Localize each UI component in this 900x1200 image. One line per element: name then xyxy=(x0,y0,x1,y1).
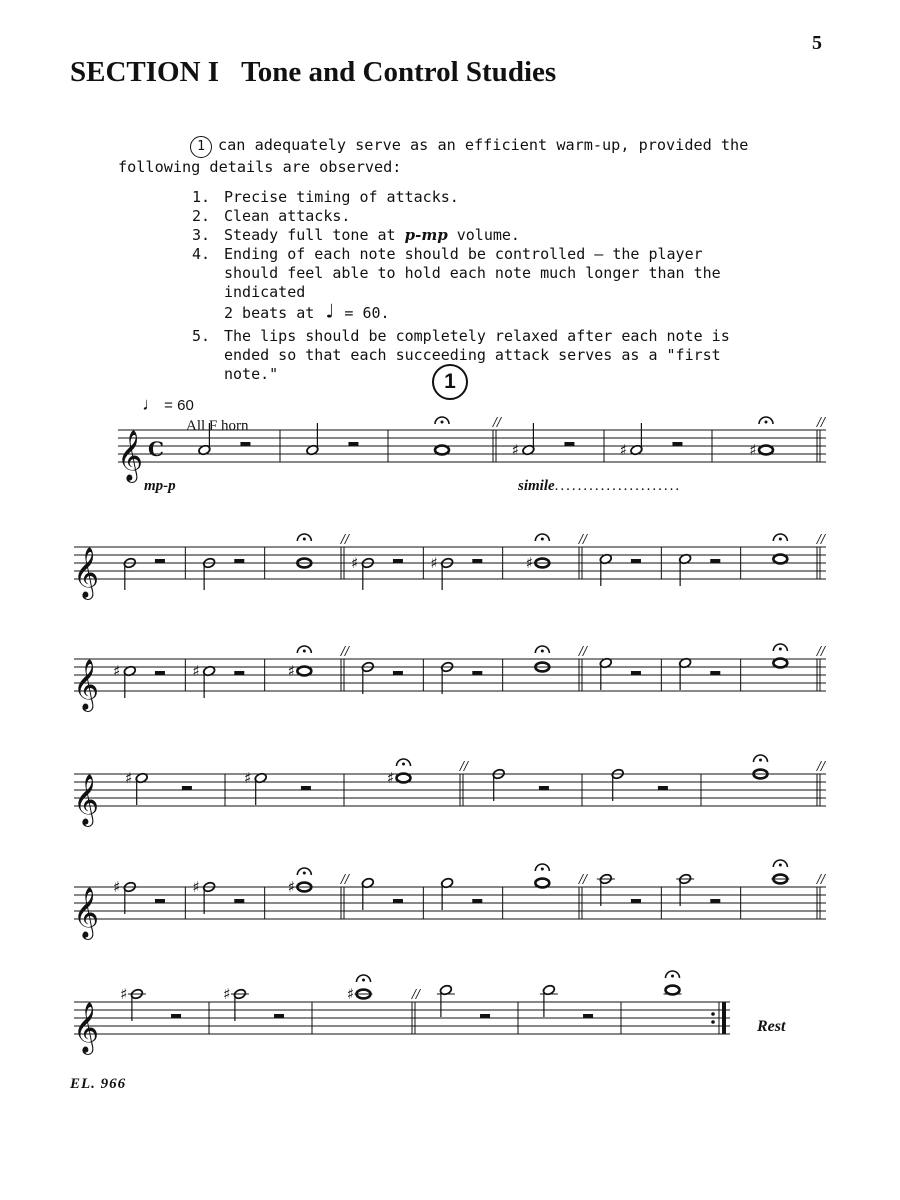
treble-clef-icon: 𝄞 xyxy=(72,547,100,598)
rule-text-post: volume. xyxy=(447,226,520,244)
half-rest xyxy=(472,559,482,563)
whole-note xyxy=(759,446,773,455)
half-rest xyxy=(348,442,358,446)
breath-mark: // xyxy=(459,759,469,773)
rule-number: 1. xyxy=(192,188,211,206)
half-rest xyxy=(234,559,244,563)
half-rest xyxy=(631,559,641,563)
fermata-dot xyxy=(671,975,674,978)
half-rest xyxy=(393,559,403,563)
whole-note xyxy=(297,667,311,676)
final-bar-line xyxy=(722,1002,726,1034)
section-label: SECTION I xyxy=(70,56,220,88)
fermata-dot xyxy=(541,868,544,871)
footer-code: EL. 966 xyxy=(70,1076,127,1092)
music-staff xyxy=(0,645,900,725)
section-title: Tone and Control Studies xyxy=(241,56,557,88)
fermata-dot xyxy=(362,979,365,982)
fermata-dot xyxy=(759,759,762,762)
half-rest xyxy=(240,442,250,446)
half-rest xyxy=(301,786,311,790)
half-rest xyxy=(274,1014,284,1018)
rule-text xyxy=(224,226,752,245)
whole-note xyxy=(773,555,787,564)
sharp-icon: ♯ xyxy=(125,769,133,787)
intro-paragraph xyxy=(118,136,824,177)
fermata-dot xyxy=(779,538,782,541)
sharp-icon: ♯ xyxy=(525,554,533,572)
sharp-icon: ♯ xyxy=(346,985,355,1003)
music-staff xyxy=(0,760,900,840)
half-rest xyxy=(171,1014,181,1018)
half-rest xyxy=(393,899,403,903)
half-rest xyxy=(631,671,641,675)
rest-label: Rest xyxy=(757,1018,786,1035)
sharp-icon: ♯ xyxy=(619,441,628,459)
rule-text-pre: 2 beats at xyxy=(224,304,324,322)
repeat-dot xyxy=(711,1020,715,1024)
half-rest xyxy=(155,559,165,563)
half-rest xyxy=(564,442,574,446)
sharp-icon: ♯ xyxy=(113,878,121,896)
rule-text: The lips should be completely relaxed after each note is ended so that each succeeding attack serves as a "first note." xyxy=(224,327,730,383)
fermata-dot xyxy=(441,421,444,424)
sharp-icon: ♯ xyxy=(223,985,231,1003)
breath-mark: // xyxy=(816,759,826,773)
whole-note xyxy=(535,879,549,888)
quarter-note-icon: ♩ xyxy=(323,299,336,323)
exercise-number-circle: 1 xyxy=(432,364,468,400)
intro-text: can adequately serve as an efficient warm-up, provided the following details are observed: xyxy=(118,136,749,176)
music-staff xyxy=(0,533,900,613)
page-title xyxy=(70,56,556,89)
treble-clef-icon: 𝄞 xyxy=(72,1002,100,1053)
half-rest xyxy=(234,671,244,675)
half-rest xyxy=(658,786,668,790)
fermata-dot xyxy=(303,872,306,875)
half-rest xyxy=(155,671,165,675)
half-rest xyxy=(710,899,720,903)
rule-item xyxy=(192,226,752,245)
rule-text-post: = 60. xyxy=(335,304,390,322)
breath-mark: // xyxy=(340,872,350,886)
rule-text xyxy=(224,245,752,323)
repeat-dot xyxy=(711,1012,715,1016)
breath-mark: // xyxy=(340,532,350,546)
treble-clef-icon: 𝄞 xyxy=(116,430,144,481)
treble-clef-icon: 𝄞 xyxy=(72,774,100,825)
fermata-dot xyxy=(541,650,544,653)
breath-mark: // xyxy=(340,644,350,658)
music-staff xyxy=(0,873,900,953)
half-rest xyxy=(393,671,403,675)
half-rest xyxy=(539,786,549,790)
rules-list xyxy=(192,188,752,384)
rule-item xyxy=(192,327,752,384)
sharp-icon: ♯ xyxy=(749,441,757,459)
sharp-icon: ♯ xyxy=(287,878,295,896)
breath-mark: // xyxy=(816,415,826,429)
fermata-dot xyxy=(541,538,544,541)
whole-note xyxy=(773,659,787,668)
breath-mark: // xyxy=(816,644,826,658)
music-staff xyxy=(0,416,900,496)
half-rest xyxy=(472,899,482,903)
page-number: 5 xyxy=(812,32,822,54)
whole-note xyxy=(397,774,411,783)
dynamic-marking: p-mp xyxy=(404,226,448,244)
rule-text-pre: Steady full tone at xyxy=(224,226,405,244)
rule-text: Clean attacks. xyxy=(224,207,351,225)
half-rest xyxy=(234,899,244,903)
rule-text-main: Ending of each note should be controlled — the player should feel able to hold each note much longer than the indicated xyxy=(224,245,721,301)
sharp-icon: ♯ xyxy=(113,662,121,680)
sharp-icon: ♯ xyxy=(386,769,395,787)
half-rest xyxy=(710,559,720,563)
breath-mark: // xyxy=(578,872,588,886)
instrument-label: All F horn xyxy=(186,418,249,434)
rule-number: 3. xyxy=(192,226,211,244)
treble-clef-icon: 𝄞 xyxy=(72,659,100,710)
simile-dots: ...................... xyxy=(554,478,682,494)
breath-mark: // xyxy=(816,872,826,886)
sharp-icon: ♯ xyxy=(351,554,359,572)
half-rest xyxy=(155,899,165,903)
tempo-text: = 60 xyxy=(164,397,194,414)
fermata-dot xyxy=(765,421,768,424)
fermata-dot xyxy=(779,864,782,867)
fermata-dot xyxy=(303,538,306,541)
half-rest xyxy=(710,671,720,675)
tempo-marking xyxy=(142,394,194,415)
breath-mark: // xyxy=(578,644,588,658)
half-rest xyxy=(480,1014,490,1018)
fermata-dot xyxy=(402,763,405,766)
quarter-note-icon: ♩ xyxy=(142,394,160,414)
sharp-icon: ♯ xyxy=(192,662,200,680)
simile-text: simile xyxy=(518,478,555,494)
half-rest xyxy=(672,442,682,446)
sharp-icon: ♯ xyxy=(244,769,252,787)
rule-item xyxy=(192,207,752,226)
fermata-dot xyxy=(303,650,306,653)
rule-item xyxy=(192,245,752,323)
whole-note xyxy=(435,446,449,455)
sharp-icon: ♯ xyxy=(287,662,295,680)
half-rest xyxy=(182,786,192,790)
sharp-icon: ♯ xyxy=(430,554,438,572)
rule-number: 4. xyxy=(192,245,211,263)
sharp-icon: ♯ xyxy=(120,985,128,1003)
rule-text: Precise timing of attacks. xyxy=(224,188,459,206)
sharp-icon: ♯ xyxy=(511,441,520,459)
rule-number: 2. xyxy=(192,207,211,225)
treble-clef-icon: 𝄞 xyxy=(72,887,100,938)
breath-mark: // xyxy=(816,532,826,546)
time-signature: C xyxy=(148,437,164,461)
fermata-dot xyxy=(779,648,782,651)
breath-mark: // xyxy=(492,415,502,429)
rule-item xyxy=(192,188,752,207)
half-rest xyxy=(583,1014,593,1018)
half-rest xyxy=(631,899,641,903)
breath-mark: // xyxy=(578,532,588,546)
half-rest xyxy=(472,671,482,675)
whole-note xyxy=(666,986,680,995)
dynamic-marking: mp-p xyxy=(144,478,176,494)
rule-number: 5. xyxy=(192,327,211,345)
exercise-ref-circle: 1 xyxy=(190,136,212,158)
sharp-icon: ♯ xyxy=(192,878,200,896)
breath-mark: // xyxy=(411,987,421,1001)
